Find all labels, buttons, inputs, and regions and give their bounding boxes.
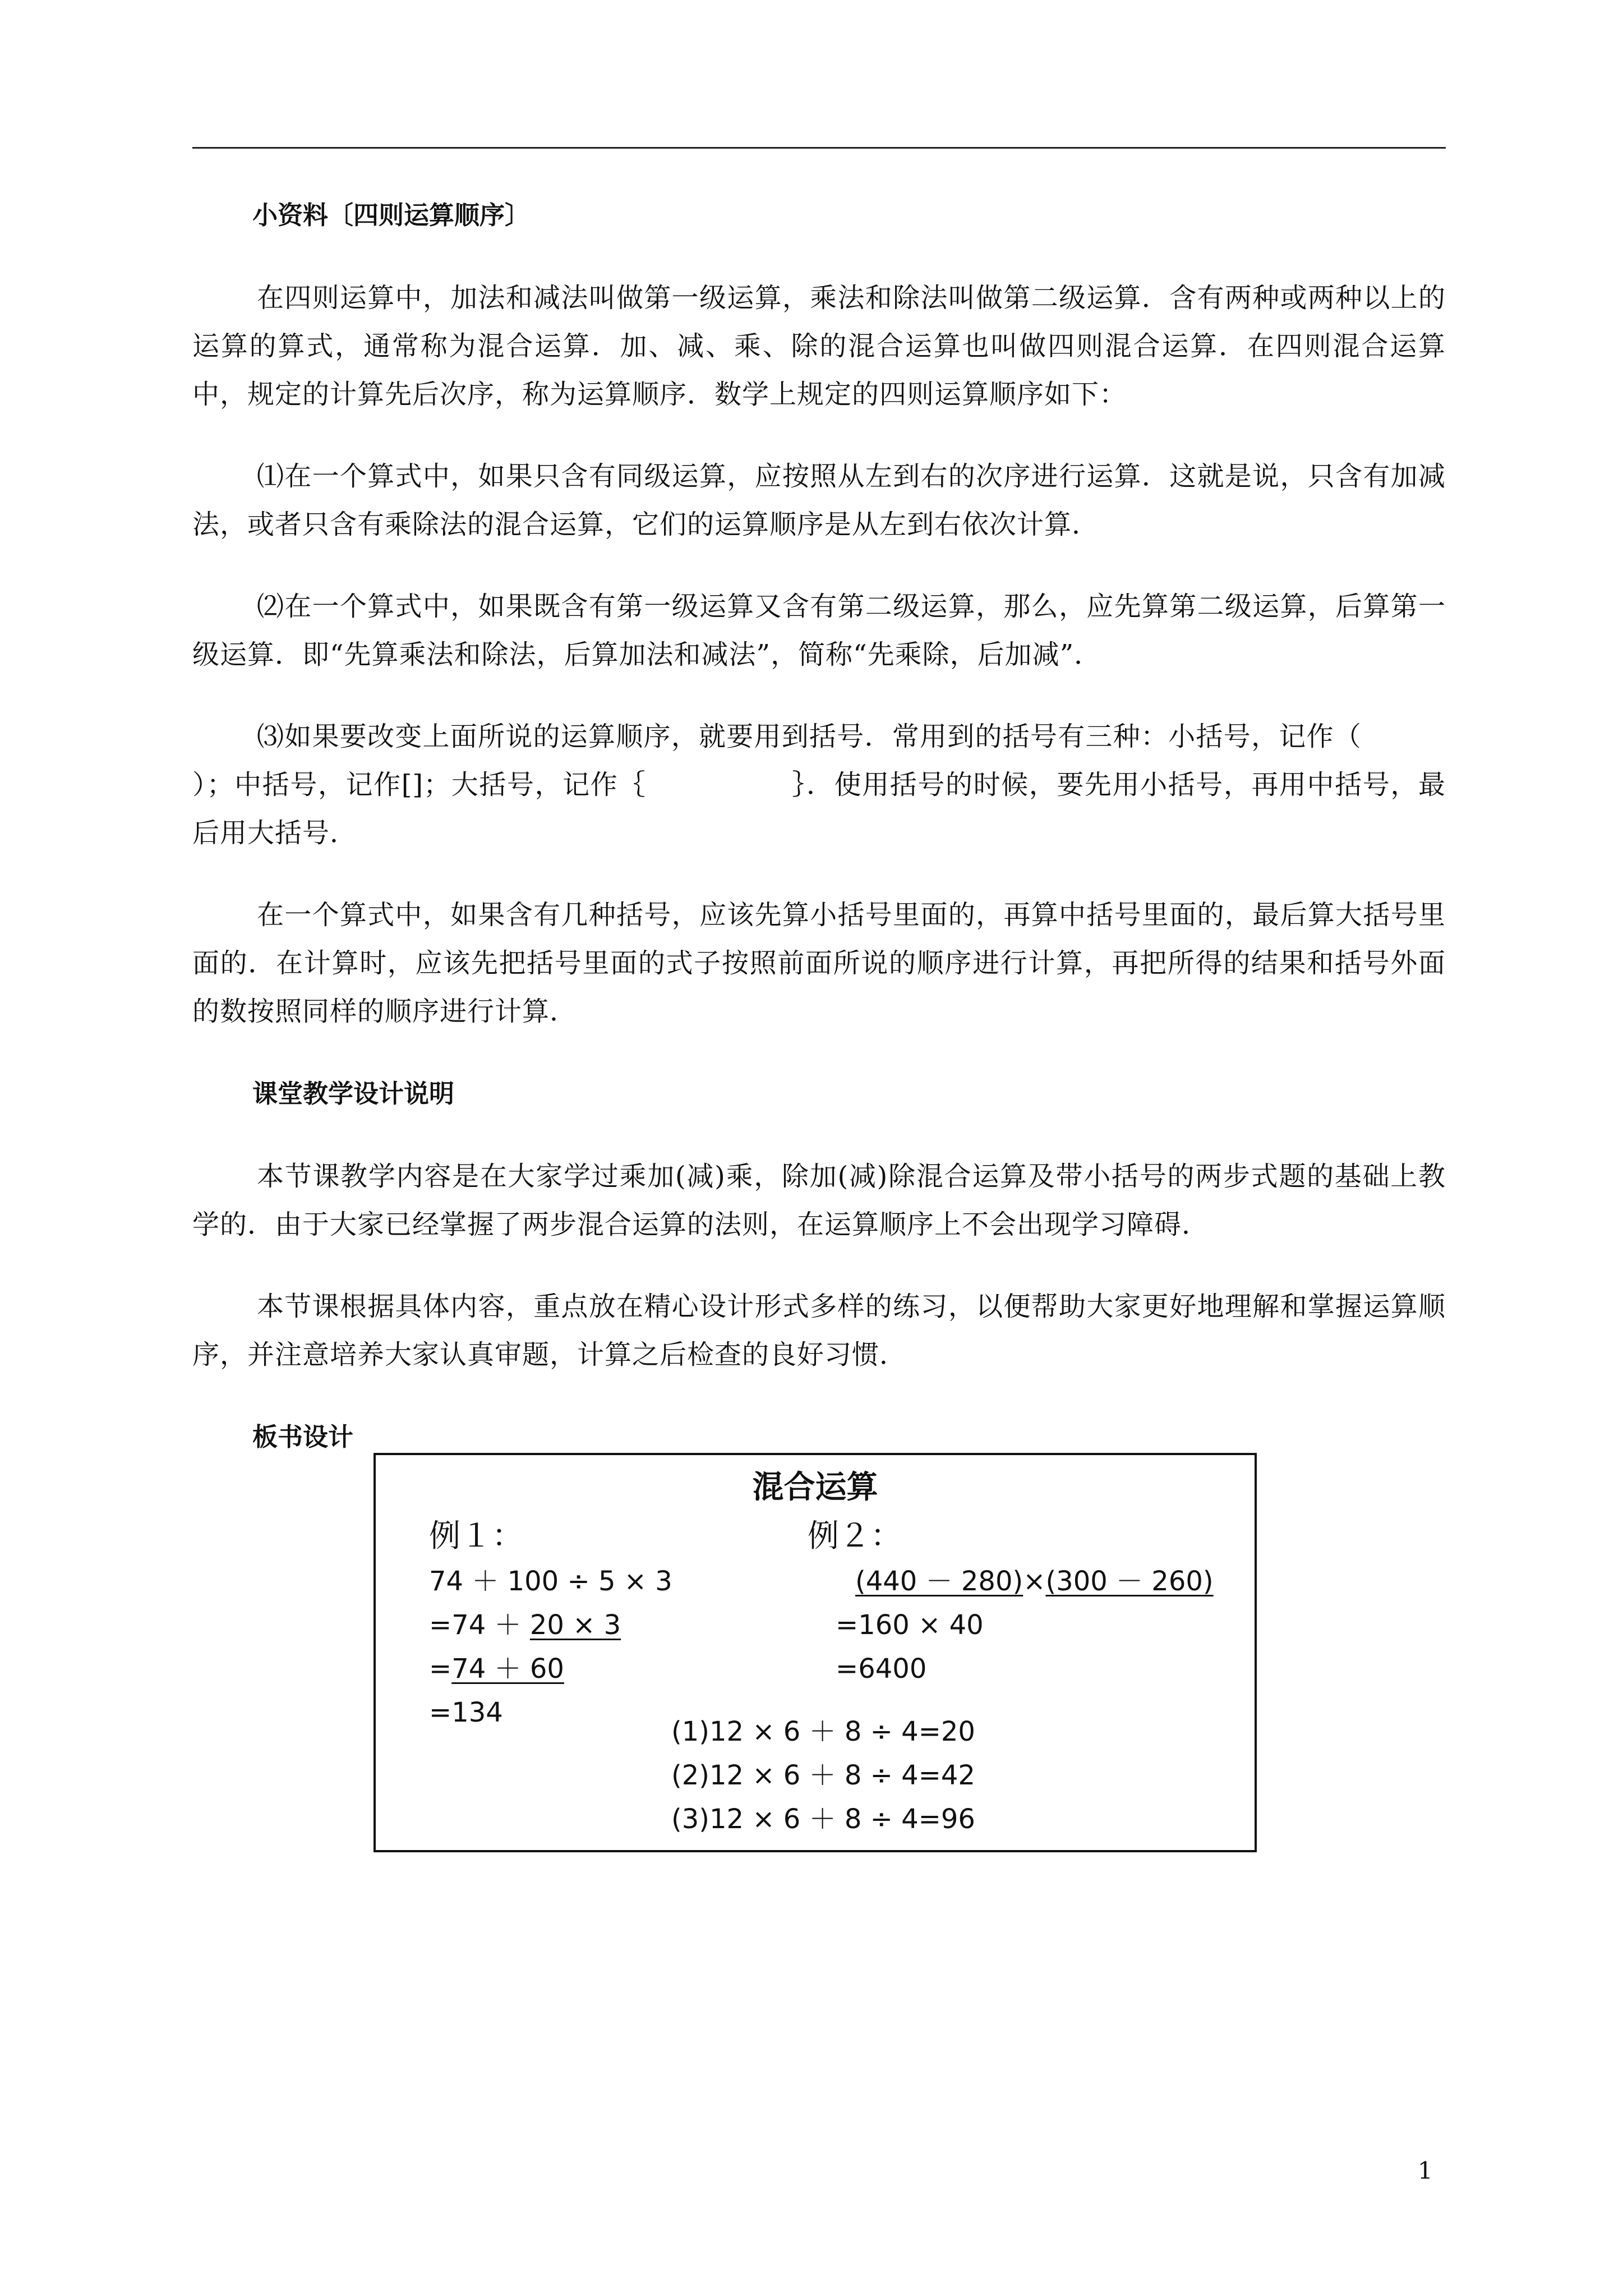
exercise-3: (3)12 × 6 ＋ 8 ÷ 4=96: [671, 1803, 975, 1835]
section-heading-board: 板书设计: [252, 1422, 354, 1452]
paragraph-rule-3: [192, 712, 1446, 857]
ex1-line3-prefix: =: [429, 1653, 452, 1685]
example-2-line-1: [855, 1562, 1214, 1601]
rule-3-part-b: ）；中括号，记作[]；大括号，记作｛: [192, 769, 646, 800]
example-1-line-1: 74 ＋ 100 ÷ 5 × 3: [429, 1566, 672, 1597]
ex1-line2-underlined: 20 × 3: [529, 1609, 621, 1641]
rule-3-part-a: ⑶如果要改变上面所说的运算顺序，就要用到括号．常用到的括号有三种：小括号，记作（: [257, 721, 1362, 752]
page-number: 1: [1418, 2157, 1433, 2184]
blackboard-box: [374, 1453, 1257, 1852]
example-1-label: 例１：: [429, 1518, 523, 1554]
example-1-line-3: [429, 1649, 564, 1688]
paragraph-brackets: 在一个算式中，如果含有几种括号，应该先算小括号里面的，再算中括号里面的，最后算大括号里面的．在计算时，应该先把括号里面的式子按照前面所说的顺序进行计算，再把所得的结果和括号外面的数按照同样的顺序进行计算．: [192, 899, 1446, 1027]
header-rule: [192, 147, 1446, 149]
paragraph-intro: 在四则运算中，加法和减法叫做第一级运算，乘法和除法叫做第二级运算．含有两种或两种以上的运算的算式，通常称为混合运算．加、减、乘、除的混合运算也叫做四则混合运算．在四则混合运算中，规定的计算先后次序，称为运算顺序．数学上规定的四则运算顺序如下：: [192, 282, 1446, 410]
document-body: [192, 191, 1446, 1496]
paragraph-rule-2: ⑵在一个算式中，如果既含有第一级运算又含有第二级运算，那么，应先算第二级运算，后算第一级运算．即“先算乘法和除法，后算加法和减法”，简称“先乘除，后加减”．: [192, 591, 1446, 670]
example-1-line-4: =134: [429, 1697, 503, 1728]
paragraph-design-2: 本节课根据具体内容，重点放在精心设计形式多样的练习，以便帮助大家更好地理解和掌握运算顺序，并注意培养大家认真审题，计算之后检查的良好习惯．: [192, 1291, 1446, 1370]
ex2-left-bracket: (440 － 280): [855, 1566, 1023, 1597]
paragraph-rule-1: ⑴在一个算式中，如果只含有同级运算，应按照从左到右的次序进行运算．这就是说，只含有加减法，或者只含有乘除法的混合运算，它们的运算顺序是从左到右依次计算．: [192, 461, 1446, 540]
ex1-line3-underlined: 74 ＋ 60: [451, 1653, 564, 1685]
exercise-2: (2)12 × 6 ＋ 8 ÷ 4=42: [671, 1760, 975, 1791]
board-title: 混合运算: [752, 1469, 878, 1506]
exercise-1: (1)12 × 6 ＋ 8 ÷ 4=20: [671, 1716, 975, 1747]
example-2-line-2: =160 × 40: [836, 1609, 984, 1641]
example-1-line-2: [429, 1605, 621, 1645]
ex2-right-bracket: (300 － 260): [1045, 1566, 1214, 1597]
section-heading-design: 课堂教学设计说明: [252, 1079, 455, 1108]
section-heading-reference: 小资料〔四则运算顺序〕: [252, 200, 531, 230]
example-2-label: 例２：: [808, 1518, 902, 1554]
example-2-line-3: =6400: [836, 1653, 927, 1685]
ex2-times: ×: [1023, 1566, 1046, 1597]
paragraph-design-1: 本节课教学内容是在大家学过乘加(减)乘，除加(减)除混合运算及带小括号的两步式题的基础上教学的．由于大家已经掌握了两步混合运算的法则，在运算顺序上不会出现学习障碍．: [192, 1161, 1446, 1240]
rule-3-part-c: ｝．使用括号的时候，要先用小括号，再用中括号，最后用大括号．: [192, 769, 1446, 849]
ex1-line2-prefix: =74 ＋: [429, 1609, 530, 1641]
